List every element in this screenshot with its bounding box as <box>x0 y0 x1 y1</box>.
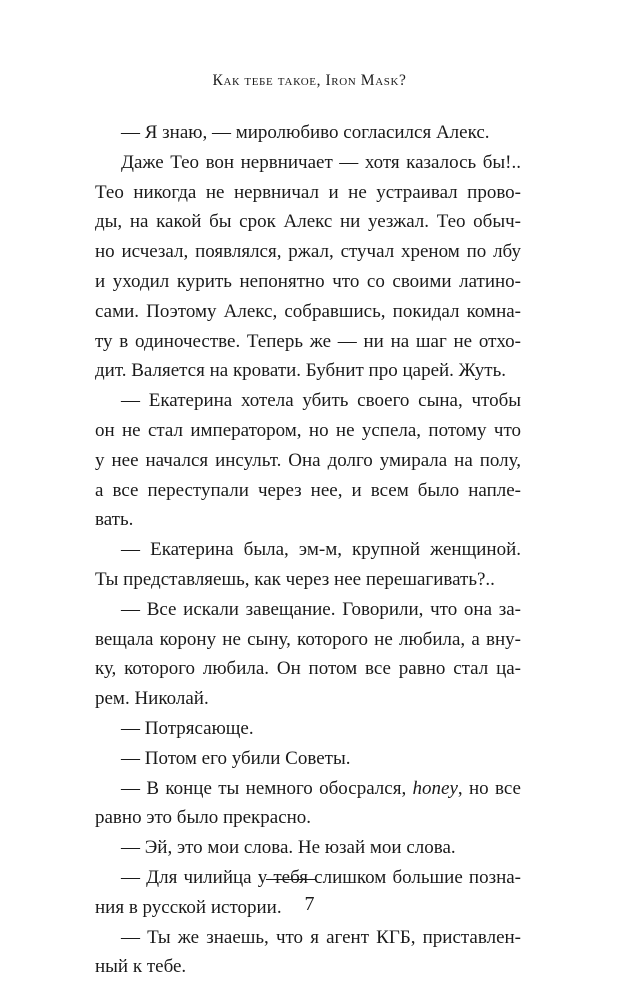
text-line: дит. Валяется на кровати. Бубнит про царей. Жуть. <box>95 360 506 382</box>
text-line: Тео никогда не нервничал и не устраивал прово- <box>95 181 521 203</box>
text-line: ды, на какой бы срок Алекс ни уезжал. Тео обыч- <box>95 211 521 233</box>
text-line: он не стал императором, но не успела, потому что <box>95 419 521 441</box>
text-line: у нее начался инсульт. Она долго умирала на полу, <box>95 449 521 471</box>
text-line: — Потрясающе. <box>121 717 254 739</box>
text-line: — Все искали завещание. Говорили, что она за- <box>121 598 521 620</box>
text-line: но исчезал, появлялся, ржал, стучал хреном по лбу <box>95 241 521 263</box>
text-line: — Я знаю, — миролюбиво согласился Алекс. <box>121 122 490 143</box>
text-line: — Ты же знаешь, что я агент КГБ, приставлен- <box>121 926 521 948</box>
footer-rule <box>266 879 316 880</box>
text-line: и уходил курить непонятно что со своими латино- <box>95 270 521 292</box>
text-line: ния в русской истории. <box>95 896 282 918</box>
text-line: рем. Николай. <box>95 688 209 710</box>
text-line: ный к тебе. <box>95 956 187 978</box>
text-line: Даже Тео вон нервничает — хотя казалось бы!.. <box>121 151 521 173</box>
running-head: Как тебе такое, Iron Mask? <box>212 72 407 89</box>
text-line: — Екатерина была, эм-м, крупной женщиной. <box>121 539 521 561</box>
text-line: — Эй, это мои слова. Не юзай мои слова. <box>121 837 456 859</box>
text-line: сами. Поэтому Алекс, собравшись, покидал комна- <box>95 300 521 322</box>
text-line: — Екатерина хотела убить своего сына, чтобы <box>121 390 521 412</box>
text-line: ту в одиночестве. Теперь же — ни на шаг не отхо- <box>95 330 521 352</box>
page-number: 7 <box>304 893 315 915</box>
text-line: вать. <box>95 509 134 531</box>
body-text <box>95 118 521 982</box>
text-line: — Для чилийца у тебя слишком большие позна- <box>121 866 521 888</box>
text-line: а все переступали через нее, и всем было напле- <box>95 479 521 501</box>
text-line: — В конце ты немного обосрался, honey, но все <box>121 777 521 799</box>
text-line: Ты представляешь, как через нее перешагивать?.. <box>95 568 495 590</box>
text-line: вещала корону не сыну, которого не любила, а вну- <box>95 628 521 650</box>
text-line: ку, которого любила. Он потом все равно стал ца- <box>95 658 521 680</box>
text-line: — Потом его убили Советы. <box>121 747 351 769</box>
text-line: равно это было прекрасно. <box>95 807 312 829</box>
